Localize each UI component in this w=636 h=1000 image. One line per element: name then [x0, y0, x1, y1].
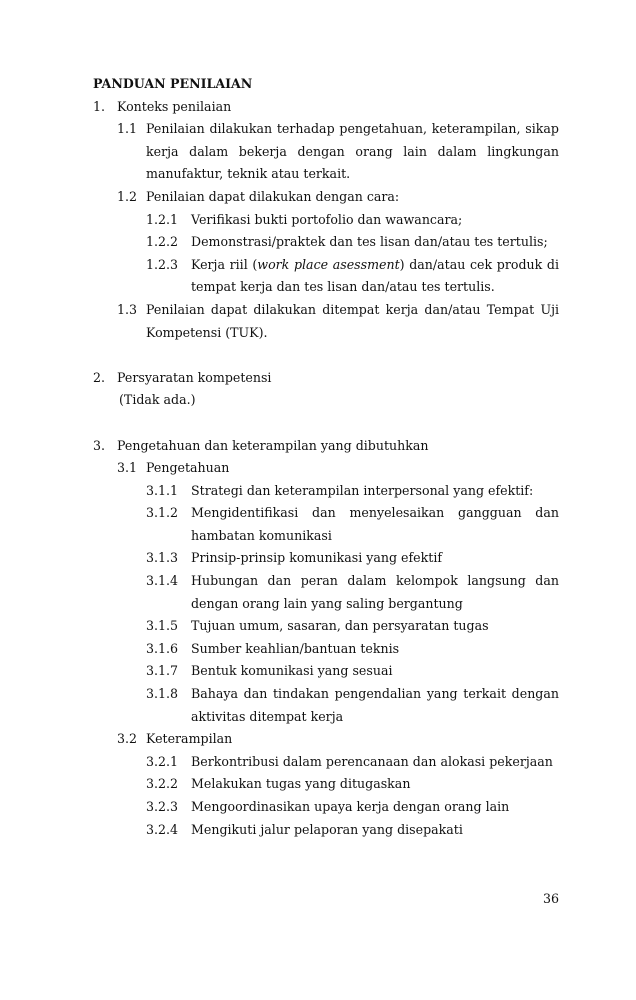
- item-text-part: Kerja riil (: [191, 256, 258, 272]
- item-number: 3.1.2: [146, 505, 179, 521]
- section-number: 1.: [93, 98, 106, 114]
- item-text: Mengikuti jalur pelaporan yang disepakati: [191, 821, 463, 837]
- item-text-part: ) dan/atau cek produk di tempat kerja dan tes lisan dan/atau tes tertulis.: [191, 256, 560, 295]
- item-text: Hubungan dan peran dalam kelompok langsung dan dengan orang lain yang saling bergantung: [191, 573, 559, 611]
- sub-list-item: [93, 254, 559, 299]
- sub-list-item: [93, 502, 559, 547]
- list-item: [93, 299, 559, 344]
- item-text: [191, 254, 559, 299]
- section-heading: [93, 96, 559, 119]
- item-text: Sumber keahlian/bantuan teknis: [191, 640, 400, 656]
- item-number: 1.3: [117, 301, 138, 317]
- item-number: 3.2.4: [146, 821, 179, 837]
- sub-list-item: [93, 683, 559, 728]
- list-item: [93, 118, 559, 186]
- item-text: Mengidentifikasi dan menyelesaikan gangguan dan hambatan komunikasi: [191, 505, 559, 543]
- spacer: [93, 344, 559, 367]
- item-text: Tujuan umum, sasaran, dan persyaratan tugas: [191, 618, 489, 634]
- section-2: [93, 367, 559, 412]
- section-3: [93, 435, 559, 842]
- item-number: 3.1.6: [146, 640, 179, 656]
- list-item: [93, 457, 559, 480]
- section-heading: [93, 367, 559, 390]
- item-number: 3.2: [117, 731, 138, 747]
- item-number: 3.1: [117, 460, 138, 476]
- item-number: 1.2.3: [146, 256, 179, 272]
- spacer: [93, 412, 559, 435]
- item-text: Penilaian dapat dilakukan ditempat kerja dan/atau Tempat Uji Kompetensi (TUK).: [146, 301, 559, 340]
- item-text: Verifikasi bukti portofolio dan wawancara;: [191, 211, 463, 227]
- section-note: (Tidak ada.): [119, 392, 196, 408]
- section-1: [93, 96, 559, 345]
- item-text: Penilaian dilakukan terhadap pengetahuan, keterampilan, sikap kerja dalam bekerja dengan orang lain dalam lingkungan manufaktur, teknik atau terkait.: [146, 121, 559, 182]
- sub-list-item: [93, 231, 559, 254]
- item-number: 3.2.1: [146, 753, 179, 769]
- item-text-italic: work place asessment: [257, 256, 400, 272]
- item-text: Strategi dan keterampilan interpersonal yang efektif:: [191, 482, 534, 498]
- item-text: Demonstrasi/praktek dan tes lisan dan/atau tes tertulis;: [191, 234, 548, 250]
- list-item: [93, 728, 559, 751]
- item-text: Melakukan tugas yang ditugaskan: [191, 776, 411, 792]
- section-heading: [93, 435, 559, 458]
- item-number: 3.2.2: [146, 776, 179, 792]
- item-text: Bahaya dan tindakan pengendalian yang terkait dengan aktivitas ditempat kerja: [191, 686, 559, 724]
- list-item: [93, 186, 559, 209]
- document-body: [93, 73, 559, 841]
- item-number: 1.2.1: [146, 211, 179, 227]
- item-text: Prinsip-prinsip komunikasi yang efektif: [191, 550, 443, 566]
- sub-list-item: [93, 796, 559, 819]
- section-label: Persyaratan kompetensi: [117, 369, 272, 385]
- sub-list-item: [93, 570, 559, 615]
- item-number: 3.1.3: [146, 550, 179, 566]
- sub-list-item: [93, 547, 559, 570]
- sub-list-item: [93, 751, 559, 774]
- item-number: 3.1.1: [146, 482, 179, 498]
- item-number: 1.2.2: [146, 234, 179, 250]
- section-number: 3.: [93, 437, 106, 453]
- item-text: Bentuk komunikasi yang sesuai: [191, 663, 393, 679]
- sub-list-item: [93, 480, 559, 503]
- item-text: Pengetahuan: [146, 460, 230, 476]
- item-text: Mengoordinasikan upaya kerja dengan orang lain: [191, 799, 510, 814]
- sub-list-item: [93, 209, 559, 232]
- sub-list-item: [93, 638, 559, 661]
- item-number: 3.1.8: [146, 686, 179, 702]
- item-number: 3.2.3: [146, 799, 179, 814]
- sub-list-item: [93, 773, 559, 796]
- item-text: Keterampilan: [146, 731, 233, 747]
- sub-list-item: [93, 819, 559, 842]
- page-title: PANDUAN PENILAIAN: [93, 76, 253, 91]
- item-number: 1.1: [117, 121, 138, 137]
- page-number: 36: [542, 891, 559, 906]
- item-number: 3.1.5: [146, 618, 179, 634]
- section-label: Konteks penilaian: [117, 98, 232, 114]
- item-text: Berkontribusi dalam perencanaan dan alokasi pekerjaan: [191, 753, 553, 769]
- item-number: 1.2: [117, 188, 138, 204]
- item-text: Penilaian dapat dilakukan dengan cara:: [146, 188, 400, 204]
- sub-list-item: [93, 660, 559, 683]
- item-number: 3.1.7: [146, 663, 179, 679]
- item-number: 3.1.4: [146, 573, 179, 589]
- section-label: Pengetahuan dan keterampilan yang dibutuhkan: [117, 437, 429, 453]
- sub-list-item: [93, 615, 559, 638]
- section-number: 2.: [93, 369, 106, 385]
